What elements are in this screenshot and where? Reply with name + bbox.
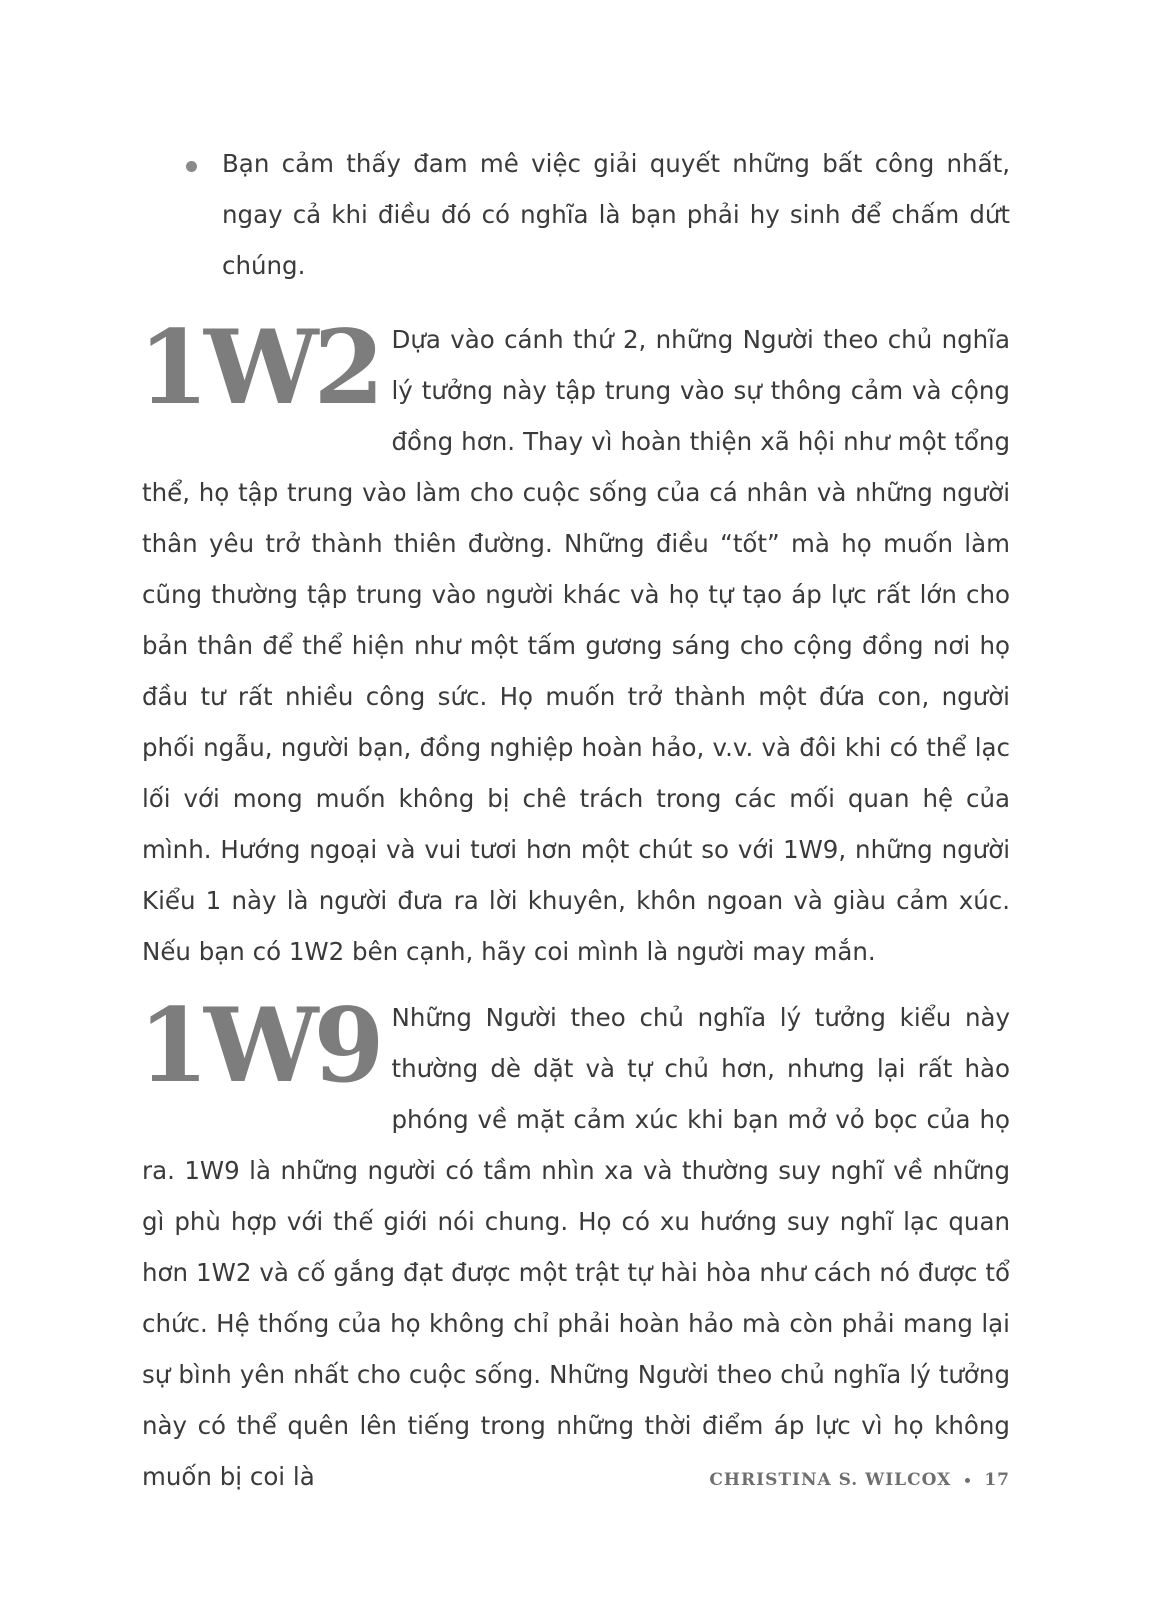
page-content — [138, 138, 1010, 1517]
section-paragraph: Dựa vào cánh thứ 2, những Người theo chủ nghĩa lý tưởng này tập trung vào sự thông cảm và cộng đồng hơn. Thay vì hoàn thiện xã hội như một tổng thể, họ tập trung vào làm cho cuộc sống của cá nhân và những người thân yêu trở thành thiên đường. Những điều “tốt” mà họ muốn làm cũng thường tập trung vào người khác và họ tự tạo áp lực rất lớn cho bản thân để thể hiện như một tấm gương sáng cho cộng đồng nơi họ đầu tư rất nhiều công sức. Họ muốn trở thành một đứa con, người phối ngẫu, người bạn, đồng nghiệp hoàn hảo, v.v. và đôi khi có thể lạc lối với mong muốn không bị chê trách trong các mối quan hệ của mình. Hướng ngoại và vui tươi hơn một chút so với 1W9, những người Kiểu 1 này là người đưa ra lời khuyên, khôn ngoan và giàu cảm xúc. Nếu bạn có 1W2 bên cạnh, hãy coi mình là người may mắn. — [142, 325, 1010, 966]
page-footer — [709, 1470, 1010, 1490]
page-number: 17 — [984, 1470, 1010, 1490]
footer-author: CHRISTINA S. WILCOX — [709, 1470, 952, 1490]
bullet-list-item — [142, 138, 1010, 291]
bullet-icon — [186, 161, 197, 172]
section-1w2 — [138, 308, 1010, 977]
dropcap-heading: 1W2 — [138, 308, 380, 428]
section-1w9 — [138, 986, 1010, 1502]
bullet-text: Bạn cảm thấy đam mê việc giải quyết những bất công nhất, ngay cả khi điều đó có nghĩa là bạn phải hy sinh để chấm dứt chúng. — [222, 149, 1010, 280]
dropcap-heading: 1W9 — [138, 986, 380, 1106]
section-paragraph: Những Người theo chủ nghĩa lý tưởng kiểu này thường dè dặt và tự chủ hơn, nhưng lại rất hào phóng về mặt cảm xúc khi bạn mở vỏ bọc của họ ra. 1W9 là những người có tầm nhìn xa và thường suy nghĩ về những gì phù hợp với thế giới nói chung. Họ có xu hướng suy nghĩ lạc quan hơn 1W2 và cố gắng đạt được một trật tự hài hòa như cách nó được tổ chức. Hệ thống của họ không chỉ phải hoàn hảo mà còn phải mang lại sự bình yên nhất cho cuộc sống. Những Người theo chủ nghĩa lý tưởng này có thể quên lên tiếng trong những thời điểm áp lực vì họ không muốn bị coi là — [142, 1003, 1010, 1491]
footer-separator-dot — [965, 1478, 970, 1483]
